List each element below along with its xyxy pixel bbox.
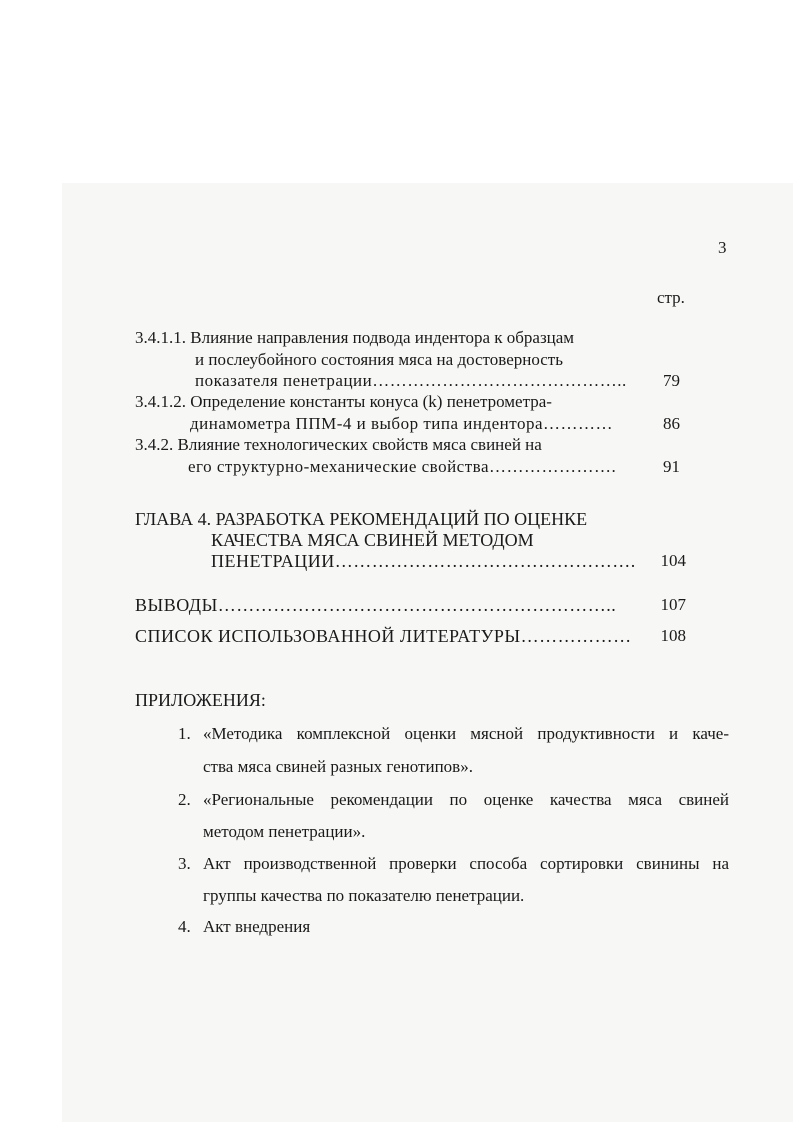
appendix-line: методом пенетрации». bbox=[203, 822, 366, 841]
page-column-header: стр. bbox=[657, 288, 685, 307]
appendix-line: Акт внедрения bbox=[203, 917, 311, 936]
toc-conclusions-line: ВЫВОДЫ……………………………………………………….. bbox=[135, 595, 617, 615]
toc-page-number: 108 bbox=[660, 626, 686, 645]
appendix-line: Акт производственной проверки способа сортировки свинины на bbox=[203, 854, 729, 873]
appendix-number: 4. bbox=[178, 917, 191, 936]
appendix-number: 1. bbox=[178, 724, 191, 743]
toc-page-number: 86 bbox=[663, 414, 680, 433]
appendix-line: ства мяса свиней разных генотипов». bbox=[203, 757, 473, 776]
appendix-number: 2. bbox=[178, 790, 191, 809]
appendix-line: «Методика комплексной оценки мясной продуктивности и каче- bbox=[203, 724, 729, 743]
toc-entry-line: его структурно-механические свойства…………………. bbox=[188, 457, 617, 476]
appendix-line: «Региональные рекомендации по оценке качества мяса свиней bbox=[203, 790, 729, 809]
toc-entry-line: 3.4.1.1. Влияние направления подвода индентора к образцам bbox=[135, 328, 575, 347]
scan-shadow bbox=[62, 183, 793, 1122]
page-number: 3 bbox=[718, 238, 727, 257]
toc-page-number: 79 bbox=[663, 371, 680, 390]
toc-page-number: 91 bbox=[663, 457, 680, 476]
toc-chapter-line: ГЛАВА 4. РАЗРАБОТКА РЕКОМЕНДАЦИЙ ПО ОЦЕНКЕ bbox=[135, 509, 588, 529]
toc-chapter-line: ПЕНЕТРАЦИИ…………………………………………. bbox=[211, 551, 636, 571]
appendices-title: ПРИЛОЖЕНИЯ: bbox=[135, 690, 266, 710]
appendix-number: 3. bbox=[178, 854, 191, 873]
toc-entry-line: и послеубойного состояния мяса на достоверность bbox=[195, 350, 563, 369]
appendix-line: группы качества по показателю пенетрации. bbox=[203, 886, 525, 905]
toc-page-number: 107 bbox=[660, 595, 686, 614]
toc-entry-line: 3.4.1.2. Определение константы конуса (k) пенетрометра- bbox=[135, 392, 552, 411]
toc-entry-line: показателя пенетрации…………………………………….. bbox=[195, 371, 627, 390]
toc-page-number: 104 bbox=[660, 551, 686, 570]
toc-entry-line: 3.4.2. Влияние технологических свойств мяса свиней на bbox=[135, 435, 542, 454]
toc-chapter-line: КАЧЕСТВА МЯСА СВИНЕЙ МЕТОДОМ bbox=[211, 530, 534, 550]
toc-literature-line: СПИСОК ИСПОЛЬЗОВАННОЙ ЛИТЕРАТУРЫ……………… bbox=[135, 626, 632, 646]
toc-entry-line: динамометра ППМ-4 и выбор типа индентора………… bbox=[190, 414, 613, 433]
